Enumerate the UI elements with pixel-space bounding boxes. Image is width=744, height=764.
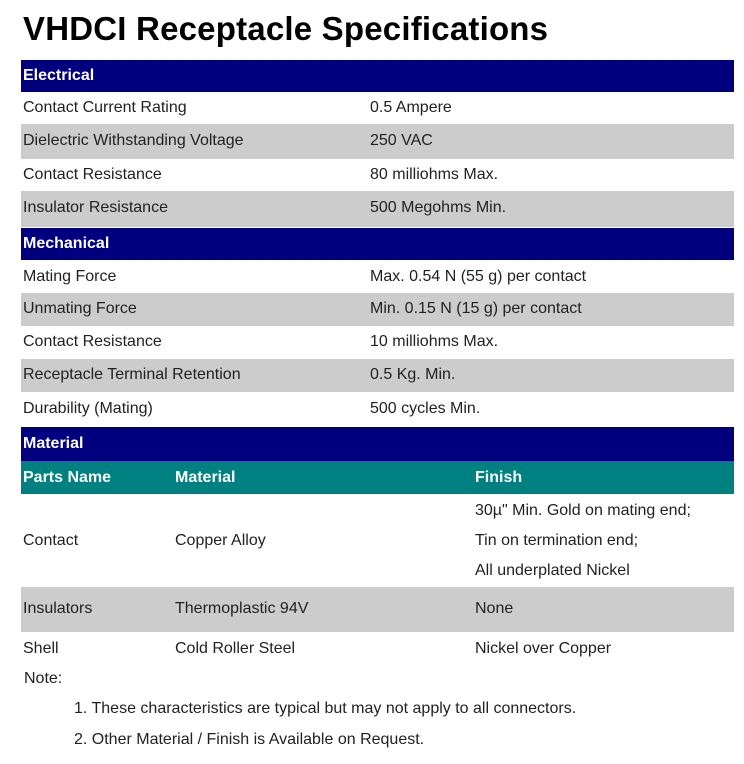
section-header-mechanical: Mechanical bbox=[21, 228, 734, 260]
part-material: Cold Roller Steel bbox=[175, 640, 296, 657]
note-item: 1. These characteristics are typical but may not apply to all connectors. bbox=[74, 700, 577, 717]
part-finish: Nickel over Copper bbox=[475, 640, 612, 657]
table-row bbox=[21, 326, 734, 359]
spec-value: 250 VAC bbox=[370, 132, 433, 149]
spec-value: 10 milliohms Max. bbox=[370, 333, 499, 350]
part-name: Contact bbox=[23, 532, 79, 549]
spec-value: Max. 0.54 N (55 g) per contact bbox=[370, 268, 587, 285]
table-row bbox=[21, 260, 734, 293]
spec-value: 0.5 Ampere bbox=[370, 99, 452, 116]
column-header-material: Material bbox=[175, 469, 236, 486]
table-row bbox=[21, 494, 734, 587]
table-row bbox=[21, 632, 734, 666]
note-item: 2. Other Material / Finish is Available on Request. bbox=[74, 731, 425, 748]
section-header-material: Material bbox=[21, 427, 734, 461]
spec-label: Dielectric Withstanding Voltage bbox=[23, 132, 244, 149]
spec-label: Mating Force bbox=[23, 268, 117, 285]
table-row bbox=[21, 159, 734, 191]
spec-label: Receptacle Terminal Retention bbox=[23, 366, 241, 383]
spec-label: Unmating Force bbox=[23, 300, 137, 317]
page-title: VHDCI Receptacle Specifications bbox=[23, 10, 549, 47]
spec-label: Insulator Resistance bbox=[23, 199, 168, 216]
column-header-parts-name: Parts Name bbox=[23, 469, 112, 486]
table-row bbox=[21, 92, 734, 124]
spec-value: 0.5 Kg. Min. bbox=[370, 366, 456, 383]
part-material: Copper Alloy bbox=[175, 532, 266, 549]
part-name: Insulators bbox=[23, 600, 93, 617]
table-row bbox=[21, 359, 734, 392]
material-column-header bbox=[21, 461, 734, 494]
note-label: Note: bbox=[24, 670, 63, 687]
part-finish-line: 30µ" Min. Gold on mating end; bbox=[475, 502, 691, 519]
spec-label: Contact Current Rating bbox=[23, 99, 187, 116]
table-row bbox=[21, 293, 734, 326]
spec-value: 80 milliohms Max. bbox=[370, 166, 499, 183]
spec-label: Contact Resistance bbox=[23, 166, 162, 183]
part-name: Shell bbox=[23, 640, 59, 657]
part-material: Thermoplastic 94V bbox=[175, 600, 309, 617]
part-finish-line: All underplated Nickel bbox=[475, 562, 630, 579]
section-header-electrical: Electrical bbox=[21, 60, 734, 92]
spec-label: Contact Resistance bbox=[23, 333, 162, 350]
table-row bbox=[21, 392, 734, 426]
spec-value: 500 cycles Min. bbox=[370, 400, 481, 417]
part-finish-line: Tin on termination end; bbox=[475, 532, 639, 549]
table-row bbox=[21, 124, 734, 159]
table-row bbox=[21, 191, 734, 227]
spec-label: Durability (Mating) bbox=[23, 400, 153, 417]
spec-value: Min. 0.15 N (15 g) per contact bbox=[370, 300, 582, 317]
part-finish: None bbox=[475, 600, 514, 617]
table-row bbox=[21, 587, 734, 632]
column-header-finish: Finish bbox=[475, 469, 523, 486]
spec-value: 500 Megohms Min. bbox=[370, 199, 507, 216]
